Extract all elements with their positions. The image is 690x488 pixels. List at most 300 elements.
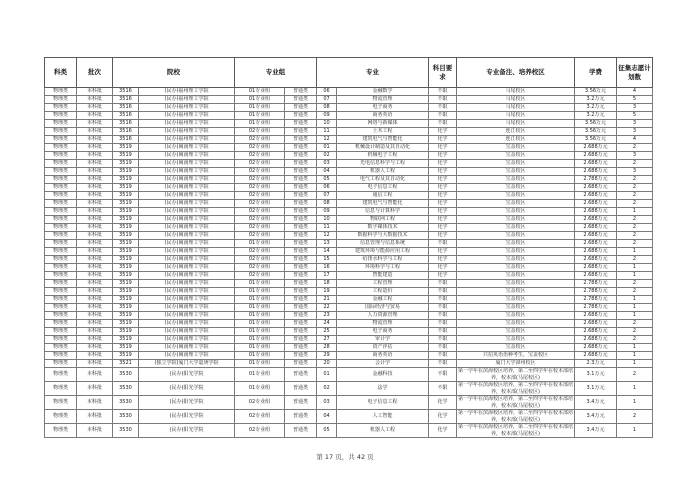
cell-college-code: 3530 [113, 396, 139, 410]
cell-plan-count: 2 [617, 224, 653, 232]
cell-type: 普通类 [285, 152, 317, 160]
cell-major-group: 01专业组 [235, 312, 285, 320]
cell-major-code: 06 [317, 184, 337, 192]
cell-major-name: 法学 [337, 382, 429, 396]
cell-subject-req: 不限 [429, 304, 457, 312]
cell-major-group: 02专业组 [235, 192, 285, 200]
cell-batch: 本科批 [77, 224, 113, 232]
cell-major-group: 02专业组 [235, 200, 285, 208]
cell-major-name: 工程造价 [337, 288, 429, 296]
table-row [45, 360, 653, 368]
cell-subject-req: 化学 [429, 184, 457, 192]
cell-batch: 本科批 [77, 280, 113, 288]
cell-category: 物理类 [45, 176, 77, 184]
cell-plan-count: 1 [617, 304, 653, 312]
table-row [45, 280, 653, 288]
cell-major-group: 01专业组 [235, 104, 285, 112]
cell-tuition: 2.688万元 [575, 224, 617, 232]
cell-college-name: (民办)闽南理工学院 [139, 256, 235, 264]
cell-type: 普通类 [285, 320, 317, 328]
cell-major-group: 02专业组 [235, 264, 285, 272]
table-row [45, 410, 653, 424]
cell-college-name: (民办)闽南理工学院 [139, 264, 235, 272]
cell-major-name: 机器人工程 [337, 424, 429, 438]
cell-tuition: 2.688万元 [575, 232, 617, 240]
cell-major-group: 02专业组 [235, 272, 285, 280]
cell-plan-count: 4 [617, 136, 653, 144]
cell-major-code: 23 [317, 312, 337, 320]
cell-college-code: 3516 [113, 128, 139, 136]
cell-batch: 本科批 [77, 360, 113, 368]
cell-plan-count: 2 [617, 328, 653, 336]
cell-plan-count: 2 [617, 410, 653, 424]
cell-major-group: 02专业组 [235, 184, 285, 192]
cell-college-name: (民办)闽南理工学院 [139, 312, 235, 320]
cell-plan-count: 1 [617, 296, 653, 304]
cell-major-code: 21 [317, 296, 337, 304]
cell-college-code: 3516 [113, 104, 139, 112]
cell-category: 物理类 [45, 192, 77, 200]
cell-major-code: 07 [317, 96, 337, 104]
cell-college-code: 3519 [113, 192, 139, 200]
cell-remark: 宝盖校区 [457, 344, 575, 352]
cell-major-group: 01专业组 [235, 360, 285, 368]
cell-major-name: 物流管理 [337, 96, 429, 104]
cell-remark: 宝盖校区 [457, 192, 575, 200]
table-row [45, 288, 653, 296]
table-row [45, 264, 653, 272]
cell-college-name: (民办)福州理工学院 [139, 88, 235, 96]
cell-college-name: (民办)阳光学院 [139, 410, 235, 424]
cell-major-group: 02专业组 [235, 396, 285, 410]
cell-major-group: 01专业组 [235, 320, 285, 328]
cell-college-code: 3519 [113, 328, 139, 336]
cell-type: 普通类 [285, 368, 317, 382]
cell-category: 物理类 [45, 296, 77, 304]
cell-remark: 宝盖校区 [457, 152, 575, 160]
cell-subject-req: 不限 [429, 104, 457, 112]
cell-college-name: (民办)闽南理工学院 [139, 216, 235, 224]
cell-college-code: 3519 [113, 296, 139, 304]
cell-tuition: 3.2万元 [575, 112, 617, 120]
cell-category: 物理类 [45, 368, 77, 382]
cell-batch: 本科批 [77, 104, 113, 112]
cell-type: 普通类 [285, 120, 317, 128]
cell-major-group: 02专业组 [235, 176, 285, 184]
cell-type: 普通类 [285, 128, 317, 136]
cell-remark: 宝盖校区 [457, 216, 575, 224]
cell-batch: 本科批 [77, 208, 113, 216]
cell-type: 普通类 [285, 344, 317, 352]
cell-tuition: 2.688万元 [575, 168, 617, 176]
cell-plan-count: 1 [617, 208, 653, 216]
cell-remark: 宝盖校区 [457, 312, 575, 320]
cell-remark: 马尾校区 [457, 104, 575, 112]
cell-major-code: 04 [317, 168, 337, 176]
table-row [45, 104, 653, 112]
cell-college-code: 3516 [113, 112, 139, 120]
table-row [45, 152, 653, 160]
cell-major-group: 01专业组 [235, 112, 285, 120]
cell-major-name: 物联网工程 [337, 216, 429, 224]
cell-major-code: 03 [317, 396, 337, 410]
cell-college-name: (民办)闽南理工学院 [139, 184, 235, 192]
cell-major-name: 机械设计制造及其自动化 [337, 144, 429, 152]
cell-major-code: 11 [317, 128, 337, 136]
cell-remark: 宝盖校区 [457, 168, 575, 176]
table-row [45, 296, 653, 304]
cell-subject-req: 化学 [429, 192, 457, 200]
header-major: 专业 [317, 58, 429, 88]
cell-major-code: 11 [317, 224, 337, 232]
cell-tuition: 2.688万元 [575, 248, 617, 256]
cell-remark: 连江校区 [457, 136, 575, 144]
cell-remark: 马尾校区 [457, 96, 575, 104]
cell-tuition: 2.788万元 [575, 280, 617, 288]
cell-tuition: 2.688万元 [575, 184, 617, 192]
cell-major-name: 物流管理 [337, 320, 429, 328]
cell-subject-req: 不限 [429, 120, 457, 128]
table-row [45, 368, 653, 382]
cell-category: 物理类 [45, 328, 77, 336]
cell-college-code: 3519 [113, 240, 139, 248]
table-row [45, 208, 653, 216]
table-row [45, 176, 653, 184]
cell-category: 物理类 [45, 336, 77, 344]
cell-tuition: 2.688万元 [575, 336, 617, 344]
cell-college-name: (民办)闽南理工学院 [139, 272, 235, 280]
cell-tuition: 2.688万元 [575, 192, 617, 200]
cell-remark: 第一学年在滨海校区培养，第二至四学年在校本部培养，校本部(马尾校区) [458, 368, 574, 381]
cell-remark: 宝盖校区 [457, 336, 575, 344]
cell-tuition: 2.3万元 [575, 360, 617, 368]
table-row [45, 240, 653, 248]
table-row [45, 232, 653, 240]
header-tuition: 学费 [575, 58, 617, 88]
cell-plan-count: 2 [617, 200, 653, 208]
table-row [45, 96, 653, 104]
cell-remark: 宝盖校区 [457, 272, 575, 280]
cell-major-name: 给排水科学与工程 [337, 256, 429, 264]
cell-remark: 宝盖校区 [457, 248, 575, 256]
cell-category: 物理类 [45, 382, 77, 396]
cell-college-name: (民办)阳光学院 [139, 424, 235, 438]
cell-subject-req: 不限 [429, 88, 457, 96]
cell-college-name: (民办)闽南理工学院 [139, 152, 235, 160]
cell-batch: 本科批 [77, 152, 113, 160]
cell-batch: 本科批 [77, 128, 113, 136]
cell-type: 普通类 [285, 216, 317, 224]
cell-college-name: (民办)闽南理工学院 [139, 192, 235, 200]
cell-college-name: (民办)闽南理工学院 [139, 280, 235, 288]
cell-plan-count: 3 [617, 104, 653, 112]
cell-tuition: 3.56万元 [575, 128, 617, 136]
cell-batch: 本科批 [77, 240, 113, 248]
cell-major-code: 08 [317, 200, 337, 208]
cell-major-group: 01专业组 [235, 328, 285, 336]
cell-category: 物理类 [45, 184, 77, 192]
cell-tuition: 3.56万元 [575, 120, 617, 128]
cell-plan-count: 2 [617, 320, 653, 328]
cell-remark: 马尾校区 [457, 112, 575, 120]
cell-category: 物理类 [45, 344, 77, 352]
cell-major-code: 03 [317, 160, 337, 168]
cell-batch: 本科批 [77, 424, 113, 438]
cell-college-name: (民办)闽南理工学院 [139, 168, 235, 176]
cell-subject-req: 化学 [429, 176, 457, 184]
cell-major-group: 01专业组 [235, 382, 285, 396]
cell-tuition: 3.4万元 [575, 410, 617, 424]
cell-type: 普通类 [285, 104, 317, 112]
cell-remark: 宝盖校区 [457, 240, 575, 248]
cell-subject-req: 化学 [429, 160, 457, 168]
cell-plan-count: 2 [617, 232, 653, 240]
cell-plan-count: 2 [617, 160, 653, 168]
cell-type: 普通类 [285, 312, 317, 320]
cell-category: 物理类 [45, 144, 77, 152]
cell-college-name: (独立学院)厦门大学嘉庚学院 [139, 360, 235, 368]
cell-major-code: 01 [317, 368, 337, 382]
cell-remark: 宝盖校区 [457, 160, 575, 168]
cell-major-group: 02专业组 [235, 128, 285, 136]
table-row [45, 184, 653, 192]
cell-batch: 本科批 [77, 168, 113, 176]
cell-remark: 第一学年在滨海校区培养，第二至四学年在校本部培养，校本部(马尾校区) [458, 410, 574, 423]
cell-plan-count: 1 [617, 312, 653, 320]
cell-major-name: 电子商务 [337, 104, 429, 112]
cell-major-code: 14 [317, 248, 337, 256]
cell-batch: 本科批 [77, 200, 113, 208]
cell-type: 普通类 [285, 136, 317, 144]
cell-tuition: 2.688万元 [575, 320, 617, 328]
cell-category: 物理类 [45, 216, 77, 224]
cell-major-code: 05 [317, 424, 337, 438]
cell-tuition: 2.788万元 [575, 304, 617, 312]
cell-college-name: (民办)闽南理工学院 [139, 288, 235, 296]
cell-category: 物理类 [45, 240, 77, 248]
cell-major-name: 国际经济与贸易 [337, 304, 429, 312]
table-row [45, 312, 653, 320]
cell-major-name: 信息与计算科学 [337, 208, 429, 216]
cell-college-code: 3519 [113, 248, 139, 256]
cell-major-group: 02专业组 [235, 256, 285, 264]
cell-plan-count: 2 [617, 192, 653, 200]
cell-tuition: 2.688万元 [575, 344, 617, 352]
cell-major-code: 28 [317, 344, 337, 352]
cell-plan-count: 1 [617, 344, 653, 352]
cell-major-code: 12 [317, 136, 337, 144]
cell-college-name: (民办)闽南理工学院 [139, 352, 235, 360]
cell-batch: 本科批 [77, 144, 113, 152]
cell-remark: 宝盖校区 [457, 320, 575, 328]
cell-category: 物理类 [45, 280, 77, 288]
cell-major-code: 29 [317, 352, 337, 360]
cell-type: 普通类 [285, 248, 317, 256]
cell-category: 物理类 [45, 360, 77, 368]
header-category: 科类 [45, 58, 77, 88]
cell-college-code: 3519 [113, 288, 139, 296]
cell-category: 物理类 [45, 352, 77, 360]
cell-college-code: 3519 [113, 144, 139, 152]
table-row [45, 160, 653, 168]
cell-plan-count: 1 [617, 248, 653, 256]
cell-category: 物理类 [45, 232, 77, 240]
cell-major-name: 建筑电气与智能化 [337, 200, 429, 208]
table-row [45, 168, 653, 176]
table-row [45, 112, 653, 120]
cell-type: 普通类 [285, 382, 317, 396]
cell-major-name: 建筑电气与智能化 [337, 136, 429, 144]
cell-batch: 本科批 [77, 382, 113, 396]
cell-subject-req: 化学 [429, 264, 457, 272]
header-college: 院校 [113, 58, 235, 88]
cell-major-name: 资产评估 [337, 344, 429, 352]
cell-type: 普通类 [285, 240, 317, 248]
cell-batch: 本科批 [77, 320, 113, 328]
cell-category: 物理类 [45, 248, 77, 256]
cell-remark: 宝盖校区 [457, 328, 575, 336]
cell-category: 物理类 [45, 320, 77, 328]
cell-tuition: 2.788万元 [575, 296, 617, 304]
header-major-group: 专业组 [235, 58, 317, 88]
cell-batch: 本科批 [77, 410, 113, 424]
cell-college-code: 3519 [113, 336, 139, 344]
cell-tuition: 2.688万元 [575, 152, 617, 160]
cell-major-group: 02专业组 [235, 168, 285, 176]
cell-subject-req: 化学 [429, 200, 457, 208]
cell-major-code: 16 [317, 264, 337, 272]
cell-category: 物理类 [45, 112, 77, 120]
cell-subject-req: 化学 [429, 272, 457, 280]
header-remark: 专业备注、培养校区 [457, 58, 575, 88]
cell-college-name: (民办)闽南理工学院 [139, 304, 235, 312]
cell-college-code: 3516 [113, 88, 139, 96]
cell-type: 普通类 [285, 280, 317, 288]
cell-batch: 本科批 [77, 232, 113, 240]
cell-subject-req: 不限 [429, 344, 457, 352]
table-row [45, 382, 653, 396]
cell-batch: 本科批 [77, 312, 113, 320]
cell-tuition: 3.4万元 [575, 396, 617, 410]
cell-category: 物理类 [45, 128, 77, 136]
cell-subject-req: 不限 [429, 320, 457, 328]
cell-major-name: 人工智能 [337, 410, 429, 424]
cell-college-name: (民办)闽南理工学院 [139, 336, 235, 344]
cell-major-code: 07 [317, 192, 337, 200]
cell-plan-count: 5 [617, 96, 653, 104]
cell-remark: 宝盖校区 [457, 232, 575, 240]
cell-major-name: 金融数学 [337, 88, 429, 96]
cell-major-group: 01专业组 [235, 280, 285, 288]
cell-subject-req: 化学 [429, 144, 457, 152]
cell-batch: 本科批 [77, 160, 113, 168]
cell-major-group: 02专业组 [235, 224, 285, 232]
cell-major-code: 13 [317, 240, 337, 248]
cell-tuition: 2.688万元 [575, 208, 617, 216]
table-row [45, 328, 653, 336]
cell-major-name: 信息管理与信息系统 [337, 240, 429, 248]
cell-plan-count: 2 [617, 144, 653, 152]
table-body [45, 88, 653, 438]
cell-college-code: 3519 [113, 224, 139, 232]
cell-major-group: 02专业组 [235, 424, 285, 438]
cell-college-code: 3519 [113, 264, 139, 272]
cell-type: 普通类 [285, 288, 317, 296]
cell-college-name: (民办)闽南理工学院 [139, 232, 235, 240]
cell-college-name: (民办)闽南理工学院 [139, 160, 235, 168]
cell-college-name: (民办)福州理工学院 [139, 112, 235, 120]
cell-college-code: 3519 [113, 272, 139, 280]
cell-remark: 厦门大学漳州校区 [457, 360, 575, 368]
cell-batch: 本科批 [77, 176, 113, 184]
cell-type: 普通类 [285, 88, 317, 96]
cell-subject-req: 不限 [429, 382, 457, 396]
cell-major-group: 02专业组 [235, 208, 285, 216]
cell-major-group: 02专业组 [235, 248, 285, 256]
cell-category: 物理类 [45, 208, 77, 216]
cell-college-code: 3519 [113, 208, 139, 216]
cell-type: 普通类 [285, 224, 317, 232]
cell-type: 普通类 [285, 410, 317, 424]
cell-category: 物理类 [45, 200, 77, 208]
cell-major-name: 机械电子工程 [337, 152, 429, 160]
cell-category: 物理类 [45, 88, 77, 96]
cell-category: 物理类 [45, 224, 77, 232]
cell-remark: 宝盖校区 [457, 296, 575, 304]
cell-type: 普通类 [285, 176, 317, 184]
table-header [45, 58, 653, 88]
table-row [45, 144, 653, 152]
table-row [45, 256, 653, 264]
cell-college-code: 3519 [113, 176, 139, 184]
cell-plan-count: 2 [617, 368, 653, 382]
cell-college-code: 3530 [113, 410, 139, 424]
cell-type: 普通类 [285, 256, 317, 264]
cell-subject-req: 化学 [429, 168, 457, 176]
cell-remark: 第一学年在滨海校区培养，第二至四学年在校本部培养，校本部(马尾校区) [458, 424, 574, 437]
cell-subject-req: 化学 [429, 136, 457, 144]
cell-college-code: 3516 [113, 136, 139, 144]
cell-type: 普通类 [285, 304, 317, 312]
cell-major-code: 05 [317, 176, 337, 184]
table-row [45, 352, 653, 360]
cell-category: 物理类 [45, 104, 77, 112]
cell-remark: 宝盖校区 [457, 200, 575, 208]
cell-major-group: 01专业组 [235, 352, 285, 360]
cell-major-group: 01专业组 [235, 368, 285, 382]
table-row [45, 128, 653, 136]
cell-college-code: 3519 [113, 256, 139, 264]
plan-table [44, 57, 653, 438]
cell-batch: 本科批 [77, 96, 113, 104]
cell-college-code: 3519 [113, 168, 139, 176]
cell-major-group: 01专业组 [235, 96, 285, 104]
cell-college-code: 3519 [113, 304, 139, 312]
cell-major-code: 02 [317, 152, 337, 160]
cell-college-code: 3519 [113, 320, 139, 328]
cell-batch: 本科批 [77, 136, 113, 144]
cell-major-code: 19 [317, 288, 337, 296]
cell-college-name: (民办)阳光学院 [139, 382, 235, 396]
cell-subject-req: 化学 [429, 410, 457, 424]
cell-major-name: 电气工程及其自动化 [337, 176, 429, 184]
cell-major-name: 网络与新媒体 [337, 120, 429, 128]
cell-remark: 只招英语语种考生，宝盖校区 [457, 352, 575, 360]
table-row [45, 88, 653, 96]
cell-remark: 宝盖校区 [457, 280, 575, 288]
cell-major-name: 商务英语 [337, 112, 429, 120]
cell-college-code: 3530 [113, 382, 139, 396]
